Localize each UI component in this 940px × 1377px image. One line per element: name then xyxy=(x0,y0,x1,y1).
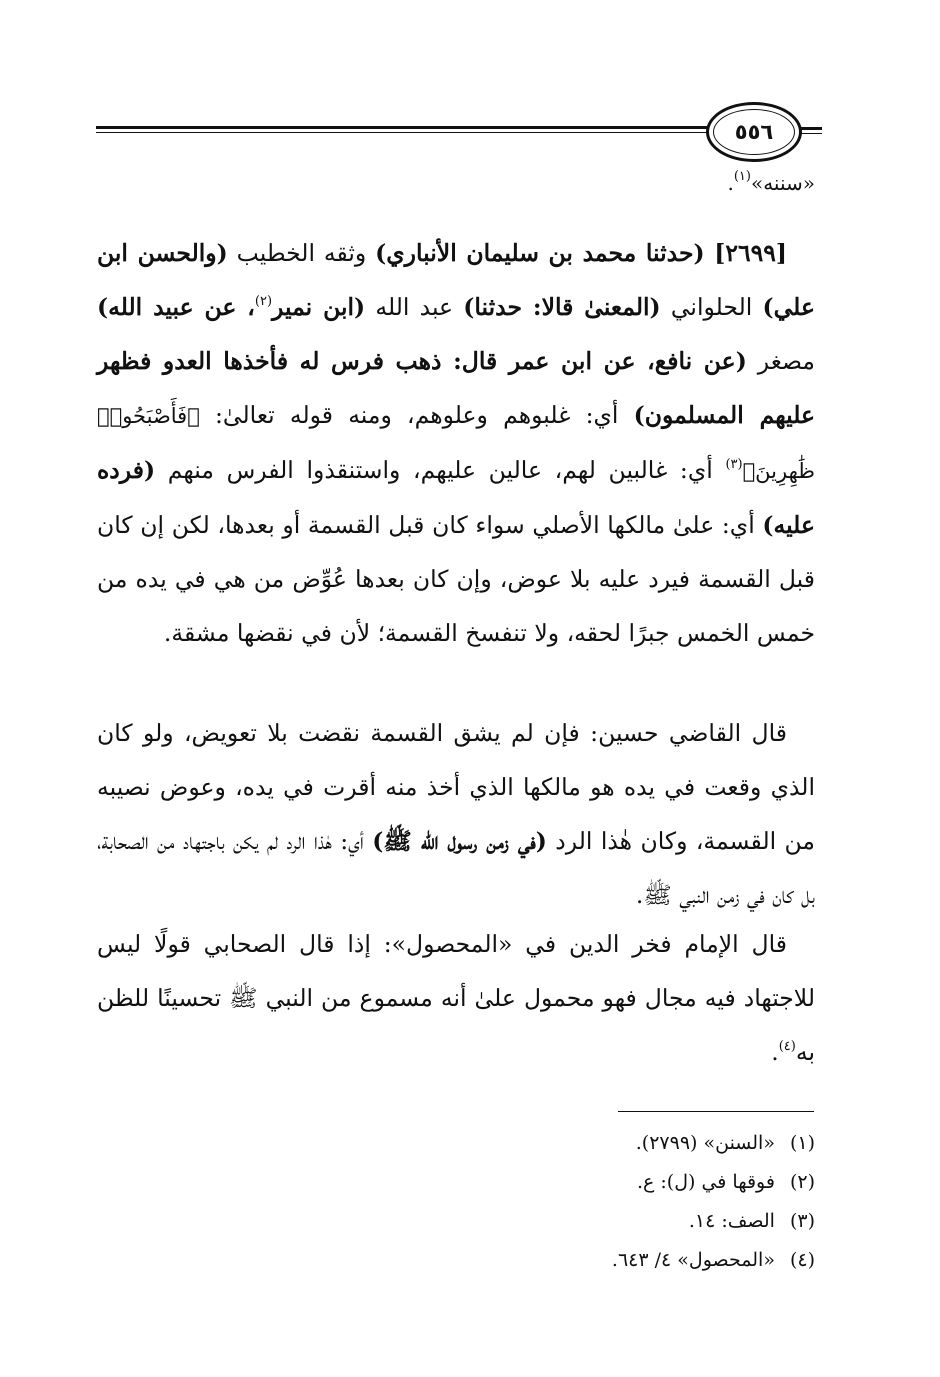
commentary-text: أي: علىٰ مالكها الأصلي سواء كان قبل القسمة أو بعدها، لكن إن كان قبل القسمة فيرد عليه بلا عوض، وإن كان بعدها عُوِّض من هي في يده من خمس الخمس جبرًا لحقه، ولا تنفسخ القسمة؛ لأن في نقضها مشقة. xyxy=(97,511,815,647)
footnote-item xyxy=(612,1124,815,1163)
hadith-number-and-narrator: [٢٦٩٩] (حدثنا محمد بن سليمان الأنباري) xyxy=(375,239,787,267)
header-rule-right xyxy=(800,127,822,130)
hadith-text: (ابن نمير xyxy=(272,293,366,321)
paragraph-fakhr-al-din xyxy=(97,917,815,1079)
commentary-text: الحلواني xyxy=(660,293,763,321)
hadith-text: (المعنىٰ قالا: حدثنا) xyxy=(463,293,661,321)
carry-over-text: «سننه» xyxy=(750,171,815,195)
footnote-item xyxy=(612,1202,815,1241)
header-rule-thin xyxy=(96,132,708,133)
commentary-text: وثقه الخطيب xyxy=(227,239,376,267)
page-number-badge xyxy=(706,102,802,162)
commentary-text: أي: هٰذا الرد لم يكن باجتهاد من الصحابة، بل كان في زمن النبي ﷺ. xyxy=(97,827,815,909)
footnotes xyxy=(612,1124,815,1280)
commentary-text: قال القاضي حسين: فإن لم يشق القسمة نقضت بلا تعويض، ولو كان الذي وقعت في يده هو مالكها الذي أخذ منه أقرت في يده، وعوض نصيبه من القسمة، وكان هٰذا الرد xyxy=(97,719,815,855)
footnote-number: (١) xyxy=(789,1132,815,1154)
footnote-item xyxy=(612,1163,815,1202)
footnote-text: الصف: ١٤. xyxy=(688,1210,775,1232)
hadith-text: (عن نافع، عن ابن عمر قال: ذهب فرس له فأخذها العدو فظهر عليهم المسلمون) xyxy=(97,347,816,429)
paragraph-qadi-husayn xyxy=(97,706,815,922)
commentary-text: قال الإمام فخر الدين في «المحصول»: إذا قال الصحابي قولًا ليس للاجتهاد فيه مجال فهو محمول علىٰ أنه مسموع من النبي ﷺ تحسينًا للظن به xyxy=(97,930,815,1066)
commentary-text: عبد الله xyxy=(365,293,464,321)
footnote-text: «المحصول» ٤/ ٦٤٣. xyxy=(611,1249,775,1271)
paragraph-end: . xyxy=(771,1038,779,1066)
carry-over-end: . xyxy=(727,171,734,195)
footnote-ref-3: (٣) xyxy=(725,457,743,472)
commentary-text: أي: غالبين لهم، عالين عليهم، واستنقذوا الفرس منهم xyxy=(155,456,726,484)
header-rule-right-thin xyxy=(800,133,822,134)
footnote-text: «السنن» (٢٧٩٩). xyxy=(635,1132,775,1154)
commentary-text: مصغر xyxy=(746,347,816,375)
footnote-ref-4: (٤) xyxy=(778,1039,796,1054)
hadith-text: (في زمن رسول الله ﷺ) xyxy=(372,827,547,855)
paragraph-hadith-2699 xyxy=(97,226,815,660)
footnote-number: (٢) xyxy=(789,1171,815,1193)
hadith-text: (فرده عليه) xyxy=(97,456,815,539)
footnote-text: فوقها في (ل): ع. xyxy=(636,1171,775,1193)
footnote-ref-2: (٢) xyxy=(254,294,273,309)
quran-verse: ﴿فَأَصْبَحُوا۟ ظَٰهِرِينَ﴾ xyxy=(97,404,815,483)
footnote-number: (٤) xyxy=(789,1249,815,1271)
hadith-text: ، عن عبيد الله) xyxy=(97,293,255,321)
header-rule xyxy=(96,126,708,129)
commentary-text: أي: غلبوهم وعلوهم، ومنه قوله تعالىٰ: xyxy=(199,401,634,429)
hadith-text: (والحسن ابن علي) xyxy=(97,239,815,321)
page-number: ٥٥٦ xyxy=(734,120,774,144)
footnote-separator xyxy=(618,1111,814,1112)
carry-over-line xyxy=(727,166,815,200)
footnote-number: (٣) xyxy=(789,1210,815,1232)
footnote-item xyxy=(612,1241,815,1280)
footnote-ref-1: (١) xyxy=(733,169,751,184)
